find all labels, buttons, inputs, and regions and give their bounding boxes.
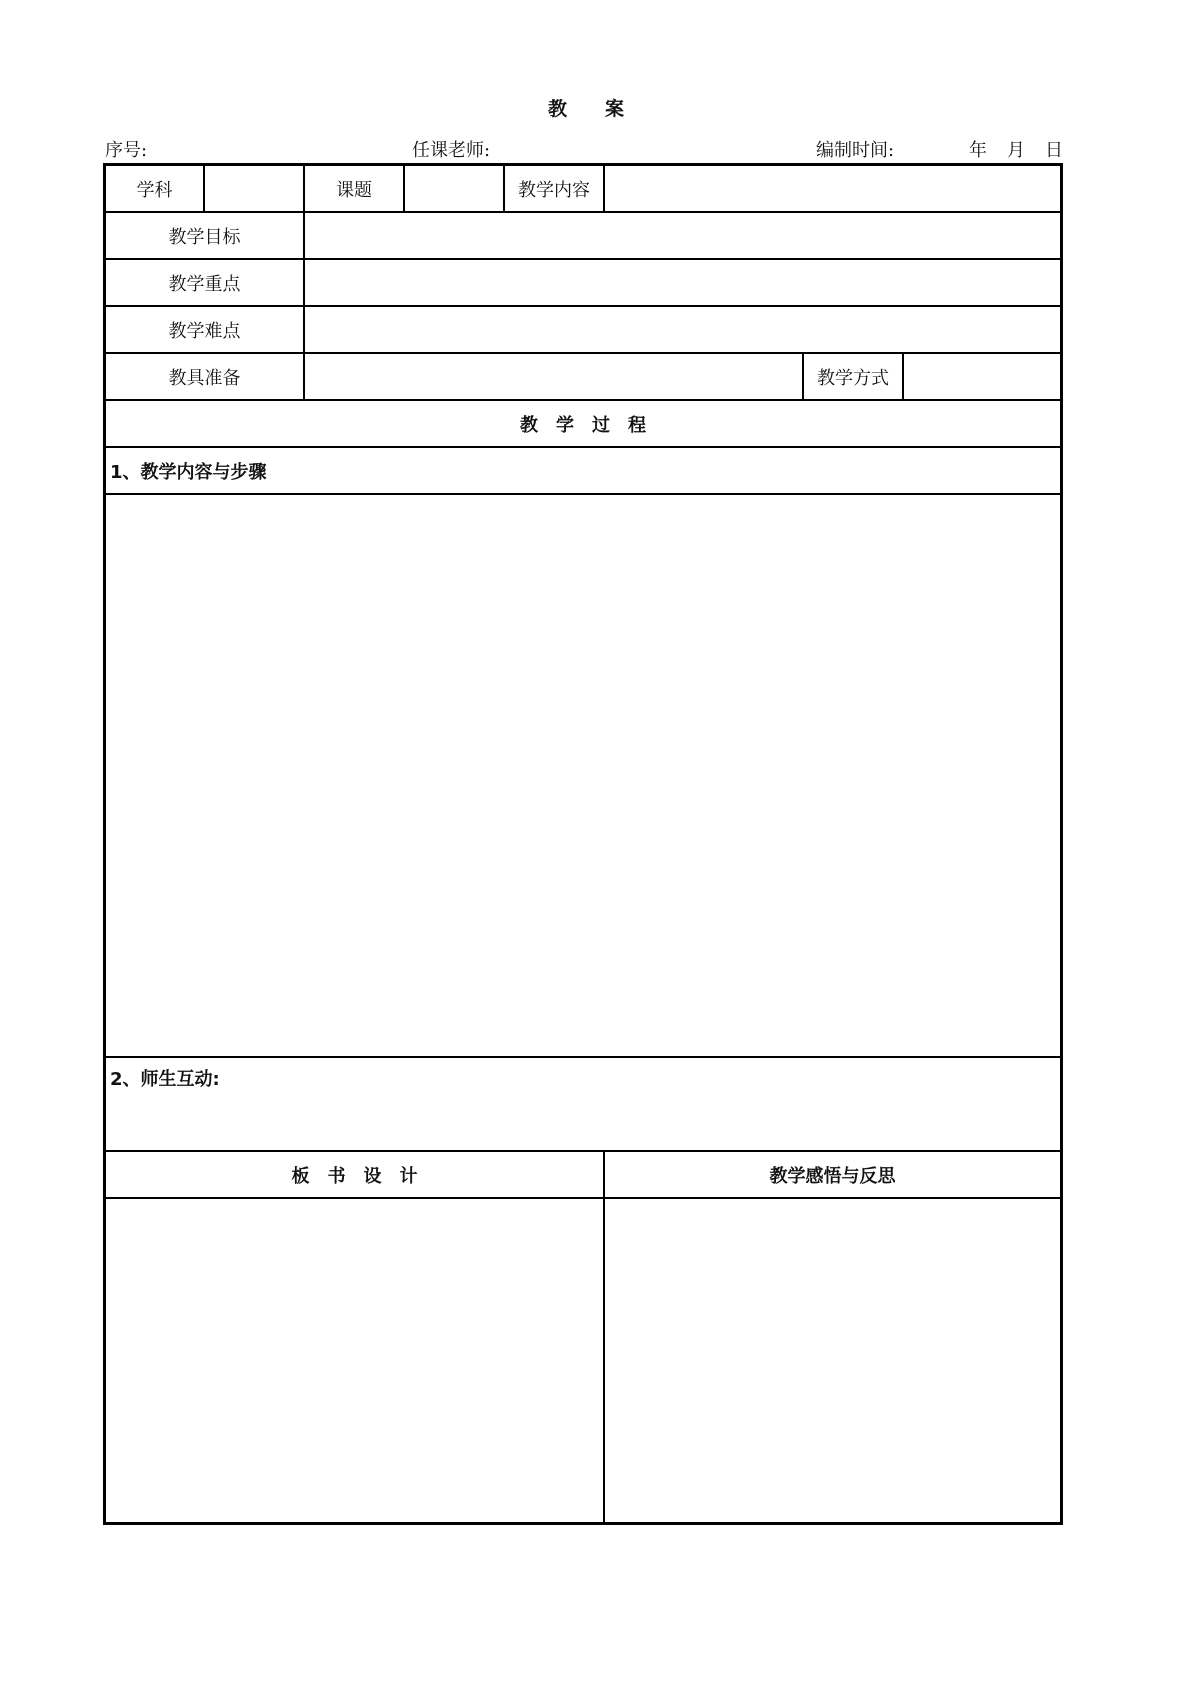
year-label: 年 [969, 140, 987, 161]
process-header: 教 学 过 程 [520, 414, 646, 436]
section2-content-area[interactable] [106, 1098, 1060, 1150]
day-label: 日 [1045, 140, 1063, 161]
board-design-header: 板 书 设 计 [291, 1165, 418, 1187]
teacher-label: 任课老师: [412, 140, 491, 161]
key-point-field[interactable] [305, 260, 1060, 305]
subject-label: 学科 [136, 179, 173, 201]
goal-field[interactable] [305, 213, 1060, 258]
content-label: 教学内容 [518, 179, 590, 201]
aids-label: 教具准备 [168, 367, 241, 389]
lesson-plan-table [103, 163, 1063, 1525]
method-label: 教学方式 [817, 367, 889, 389]
method-field[interactable] [904, 354, 1060, 399]
reflection-header: 教学感悟与反思 [769, 1165, 896, 1187]
topic-label: 课题 [336, 179, 372, 201]
goal-label: 教学目标 [168, 226, 241, 248]
difficulty-field[interactable] [305, 307, 1060, 352]
key-point-label: 教学重点 [168, 273, 241, 295]
aids-field[interactable] [305, 354, 802, 399]
date-label: 编制时间: [816, 140, 895, 161]
section1-content-area[interactable] [106, 495, 1060, 1056]
page-title: 教 案 [547, 98, 624, 120]
section1-label: 1、教学内容与步骤 [110, 461, 267, 483]
section2-label: 2、师生互动: [110, 1069, 220, 1090]
reflection-area[interactable] [605, 1199, 1060, 1522]
content-field[interactable] [605, 166, 1060, 211]
board-design-area[interactable] [106, 1199, 603, 1522]
month-label: 月 [1007, 140, 1025, 161]
serial-label: 序号: [105, 140, 148, 161]
topic-field[interactable] [405, 166, 503, 211]
difficulty-label: 教学难点 [168, 320, 241, 342]
subject-field[interactable] [205, 166, 303, 211]
